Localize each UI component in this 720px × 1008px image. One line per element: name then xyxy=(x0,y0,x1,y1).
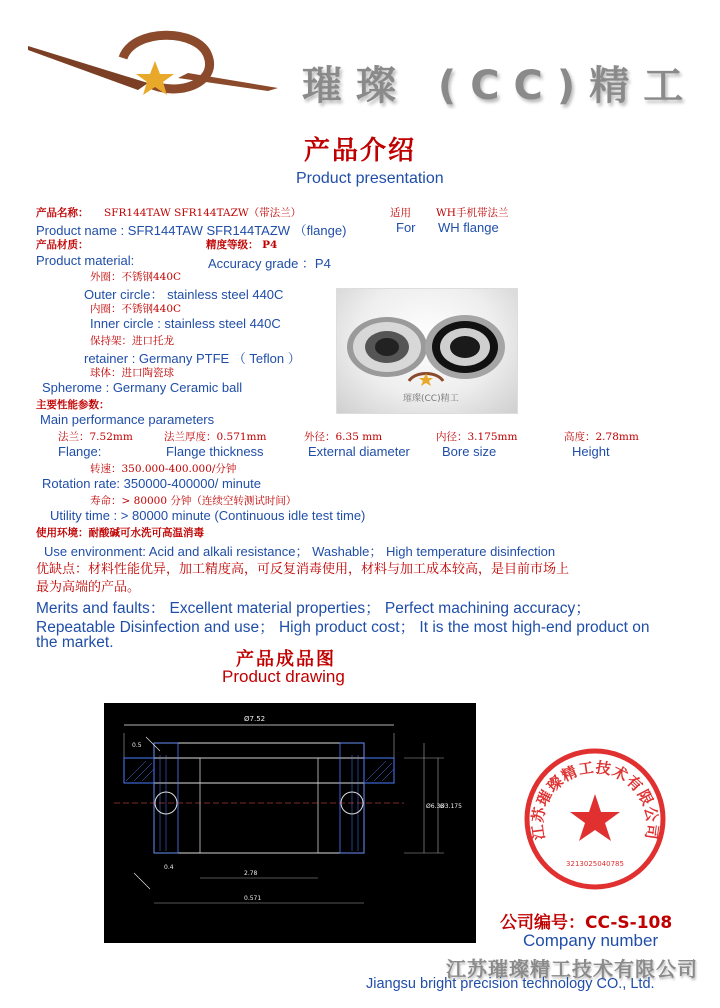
dim-label: Ø3.175 xyxy=(440,803,462,810)
brand-title: 璀璨 (CC)精工 xyxy=(302,63,698,109)
param-height-en: Height xyxy=(572,444,610,459)
company-number-cn: 公司编号：CC-S-108 xyxy=(500,913,673,933)
photo-watermark: 璀璨(CC)精工 xyxy=(403,394,459,404)
dim-label: 0.4 xyxy=(164,864,174,871)
perf-cn: 主要性能参数： xyxy=(36,399,110,411)
name-cn-label: 产品名称： xyxy=(36,207,89,219)
name-en: Product name : SFR144TAW SFR144TAZW （flange) xyxy=(36,223,347,238)
grade-en: Accuracy grade ：P4 xyxy=(208,256,331,271)
param-bore-en: Bore size xyxy=(442,444,497,459)
param-flange-en: Flange: xyxy=(58,444,102,459)
merits-en-3: the market. xyxy=(36,634,114,651)
drawing-title-cn: 产品成品图 xyxy=(236,649,336,670)
company-number-en: Company number xyxy=(523,931,659,950)
company-name-cn: 江苏璀璨精工技术有限公司 xyxy=(446,957,698,981)
intro-title-en: Product presentation xyxy=(296,170,444,187)
for-en-value: WH flange xyxy=(438,220,499,235)
merits-cn-1: 优缺点：材料性能优异，加工精度高，可反复消毒使用，材料与加工成本较高，是目前市场上 xyxy=(36,562,570,577)
name-cn-value: SFR144TAW SFR144TAZW（带法兰） xyxy=(104,207,302,219)
outer-cn: 外圈：不锈钢440C xyxy=(90,271,182,283)
dim-label: Ø7.52 xyxy=(244,715,266,723)
merits-en-2: Repeatable Disinfection and use； High product cost； It is the most high-end product on xyxy=(36,619,650,636)
inner-cn: 内圈：不锈钢440C xyxy=(90,303,182,315)
drawing-title-en: Product drawing xyxy=(222,667,345,686)
outer-en: Outer circle： stainless steel 440C xyxy=(84,287,284,302)
logo-icon xyxy=(28,28,288,108)
param-thickness-cn: 法兰厚度：0.571mm xyxy=(164,431,267,443)
rotation-en: Rotation rate: 350000-400000/ minute xyxy=(42,476,261,491)
param-od-en: External diameter xyxy=(308,444,410,459)
param-od-cn: 外径：6.35 mm xyxy=(304,431,383,443)
company-name-en: Jiangsu bright precision technology CO., Ltd. xyxy=(366,976,655,992)
material-cn: 产品材质： xyxy=(36,239,89,251)
sphere-en: Spherome : Germany Ceramic ball xyxy=(42,380,243,395)
param-flange-cn: 法兰：7.52mm xyxy=(58,431,133,443)
env-cn: 使用环境：耐酸碱可水洗可高温消毒 xyxy=(36,527,204,539)
material-en: Product material: xyxy=(36,253,135,268)
for-cn: 适用 xyxy=(390,207,411,219)
bearing-drawing-icon xyxy=(104,703,476,943)
for-en: For xyxy=(396,220,416,235)
param-bore-cn: 内径：3.175mm xyxy=(436,431,518,443)
retainer-en: retainer : Germany PTFE （ Teflon ） xyxy=(84,351,301,366)
retainer-cn: 保持架：进口托龙 xyxy=(90,335,174,347)
rotation-cn: 转速：350.000-400.000/分钟 xyxy=(90,463,237,475)
dim-label: 0.571 xyxy=(244,895,262,902)
technical-drawing xyxy=(104,703,476,943)
intro-title-cn: 产品介绍 xyxy=(304,136,417,166)
dim-label: Ø6.35 xyxy=(426,803,445,810)
seal-text: 江苏璀璨精工技术有限公司 xyxy=(528,758,662,842)
sphere-cn: 球体：进口陶瓷球 xyxy=(90,367,174,379)
product-photo xyxy=(336,288,518,414)
grade-cn: 精度等级： P4 xyxy=(206,239,278,251)
for-cn-value: WH手机带法兰 xyxy=(436,207,509,219)
param-height-cn: 高度：2.78mm xyxy=(564,431,639,443)
env-en: Use environment: Acid and alkali resistance； Washable； High temperature disinfection xyxy=(44,544,556,559)
inner-en: Inner circle : stainless steel 440C xyxy=(90,316,281,331)
perf-en: Main performance parameters xyxy=(40,412,215,427)
life-cn: 寿命：> 80000 分钟（连续空转测试时间） xyxy=(90,495,297,507)
merits-en-1: Merits and faults： Excellent material properties； Perfect machining accuracy； xyxy=(36,600,591,617)
param-thickness-en: Flange thickness xyxy=(166,444,264,459)
seal-number: 3213025040785 xyxy=(566,860,624,868)
life-en: Utility time : > 80000 minute (Continuous idle test time) xyxy=(50,508,366,523)
company-seal-icon xyxy=(520,744,670,894)
dim-label: 2.78 xyxy=(244,870,258,877)
merits-cn-2: 最为高端的产品。 xyxy=(36,580,141,595)
dim-label: 0.5 xyxy=(132,742,142,749)
